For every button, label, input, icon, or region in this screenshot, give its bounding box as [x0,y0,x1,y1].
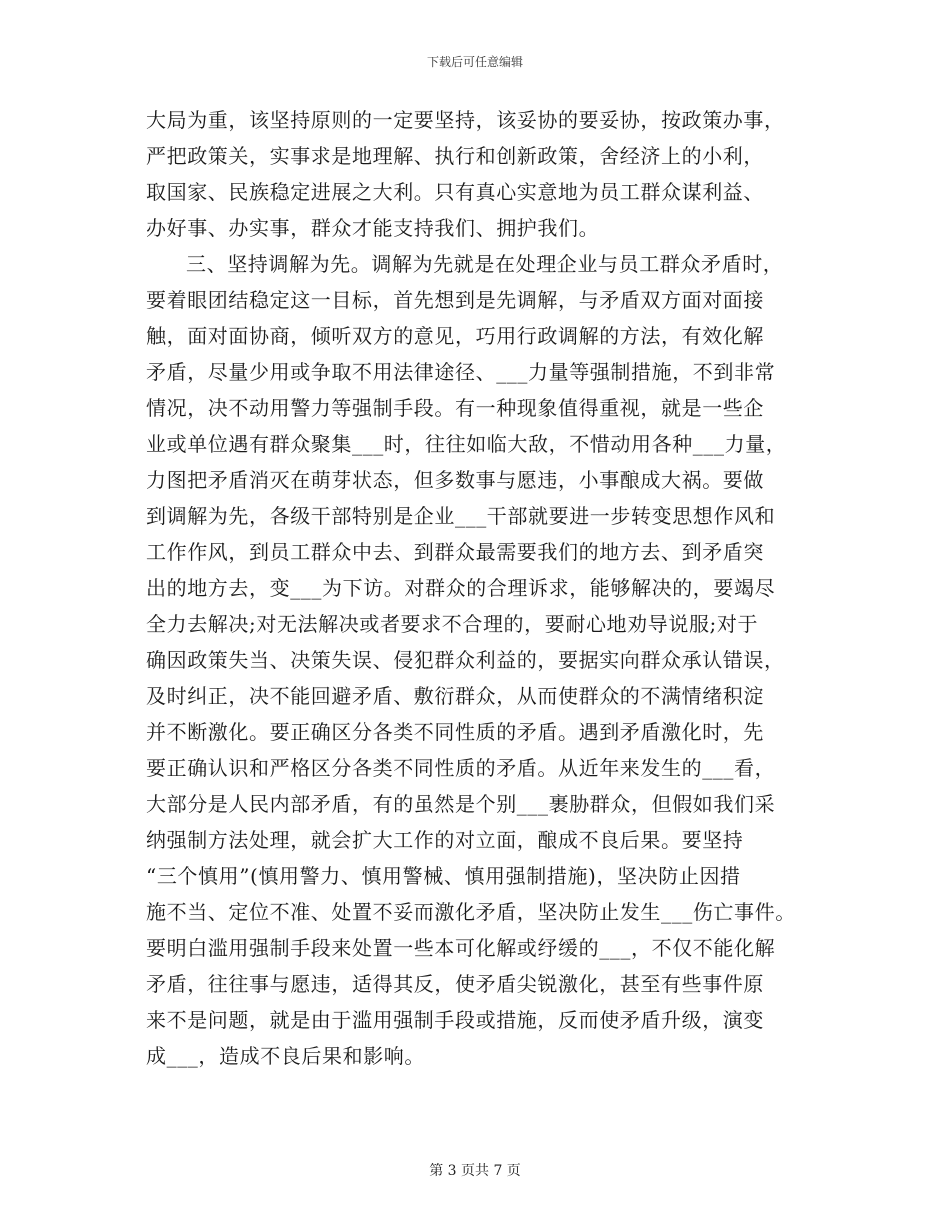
text-line: 三、坚持调解为先。调解为先就是在处理企业与员工群众矛盾时， [186,252,784,276]
page-number: 第 3 页共 7 页 [429,1163,521,1179]
text-line: 触，面对面协商，倾听双方的意见，巧用行政调解的方法，有效化解 [146,324,764,348]
text-line: 情况，决不动用警力等强制手段。有一种现象值得重视，就是一些企 [146,396,764,420]
text-line: 取国家、民族稳定进展之大利。只有真心实意地为员工群众谋利益、 [146,180,764,204]
text-line: 业或单位遇有群众聚集___时，往往如临大敌，不惜动用各种___力量， [146,432,787,456]
page-header: 下载后可任意编辑 [426,55,523,69]
text-line: 成___，造成不良后果和影响。 [146,1044,425,1068]
text-line: 全力去解决;对无法解决或者要求不合理的，要耐心地劝导说服;对于 [146,612,759,636]
text-line: 严把政策关，实事求是地理解、执行和创新政策，舍经济上的小利， [146,144,764,168]
text-line: 力图把矛盾消灭在萌芽状态，但多数事与愿违，小事酿成大祸。要做 [146,468,764,492]
text-line: 办好事、办实事，群众才能支持我们、拥护我们。 [146,216,600,240]
text-line: 及时纠正，决不能回避矛盾、敷衍群众，从而使群众的不满情绪积淀 [146,684,764,708]
text-line: 大局为重，该坚持原则的一定要坚持，该妥协的要妥协，按政策办事， [146,108,785,132]
text-line: 要明白滥用强制手段来处置一些本可化解或纾缓的___，不仅不能化解 [146,936,776,960]
text-line: 要正确认识和严格区分各类不同性质的矛盾。从近年来发生的___看， [146,756,776,780]
text-line: 施不当、定位不准、处置不妥而激化矛盾，坚决防止发生___伤亡事件。 [146,900,796,924]
text-line: 到调解为先，各级干部特别是企业___干部就要进一步转变思想作风和 [146,504,776,528]
text-line: 工作作风，到员工群众中去、到群众最需要我们的地方去、到矛盾突 [146,540,764,564]
text-line: 出的地方去，变___为下访。对群众的合理诉求，能够解决的，要竭尽 [146,576,776,600]
text-line: 来不是问题，就是由于滥用强制手段或措施，反而使矛盾升级，演变 [146,1008,764,1032]
text-line: 并不断激化。要正确区分各类不同性质的矛盾。遇到矛盾激化时，先 [146,720,764,744]
text-line: 矛盾，尽量少用或争取不用法律途径、___力量等强制措施，不到非常 [146,360,776,384]
text-line: 矛盾，往往事与愿违，适得其反，使矛盾尖锐激化，甚至有些事件原 [146,972,764,996]
text-line: 确因政策失当、决策失误、侵犯群众利益的，要据实向群众承认错误， [146,648,785,672]
text-line: 要着眼团结稳定这一目标，首先想到是先调解，与矛盾双方面对面接 [146,288,764,312]
text-line: 大部分是人民内部矛盾，有的虽然是个别___裹胁群众，但假如我们采 [146,792,776,816]
text-line: 纳强制方法处理，就会扩大工作的对立面，酿成不良后果。要坚持 [146,828,744,852]
text-line: “三个慎用”(慎用警力、慎用警械、慎用强制措施)，坚决防止因措 [146,864,741,888]
